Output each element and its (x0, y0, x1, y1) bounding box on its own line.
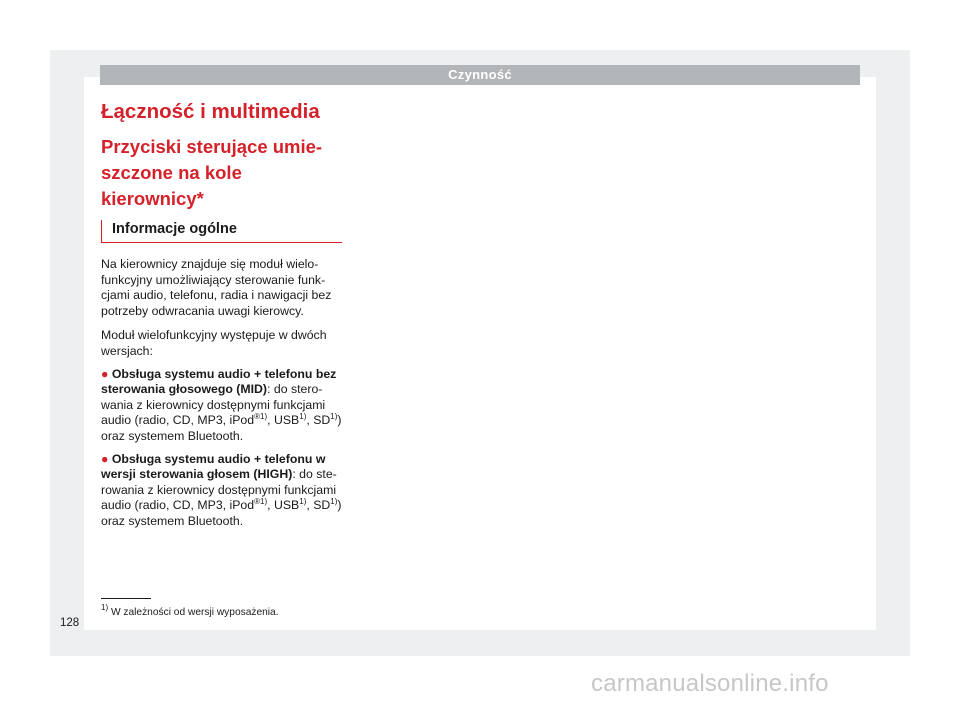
watermark: carmanualsonline.info (591, 670, 829, 697)
bullet-text: ) oraz systemem Bluetooth. (101, 413, 342, 443)
footnote-ref: ®1) (254, 412, 268, 422)
main-column (101, 98, 346, 530)
bullet-bold-text: Obsługa systemu audio + telefonu bez sterowania głosowego (MID) (101, 366, 337, 397)
footnote-mark: 1) (101, 603, 109, 612)
section-title-line-2: szczone na kole kierownicy* (101, 162, 242, 209)
bullet-text: , SD (306, 413, 331, 428)
subsection-title: Informacje ogólne (112, 221, 237, 237)
footnote-ref: ®1) (254, 497, 268, 507)
chapter-title: Łączność i multimedia (101, 100, 320, 123)
footnote-ref: 1) (299, 497, 307, 507)
bullet-text: : do ste-rowania z kierownicy dostępnymi funkcjami audio (radio, CD, MP3, iPod (101, 467, 337, 513)
paragraph-intro: Na kierownicy znajduje się moduł wielo-funkcyjny umożliwiający sterowanie funk-cjami audio, telefonu, radia i nawigacji bez potrzeby odwracania uwagi kierowcy. (101, 257, 332, 318)
bullet-icon: ● (101, 366, 109, 381)
bullet-text: , USB (267, 413, 300, 428)
bullet-text: ) oraz systemem Bluetooth. (101, 498, 342, 528)
section-title-line-1: Przyciski sterujące umie- (101, 136, 323, 157)
footnote (101, 603, 279, 619)
footnote-divider (101, 598, 151, 599)
footnote-ref: 1) (330, 497, 338, 507)
bullet-item-high (101, 452, 346, 530)
footnote-ref: 1) (330, 412, 338, 422)
header-bar: Czynność (100, 65, 860, 85)
bullet-icon: ● (101, 451, 109, 466)
bullet-bold-text: Obsługa systemu audio + telefonu w wersji sterowania głosem (HIGH) (101, 451, 326, 482)
bullet-text: : do stero-wania z kierownicy dostępnymi funkcjami audio (radio, CD, MP3, iPod (101, 382, 326, 428)
page-number: 128 (60, 617, 80, 629)
bullet-item-mid (101, 367, 346, 445)
paragraph-versions: Moduł wielofunkcyjny występuje w dwóch wersjach: (101, 328, 327, 358)
footnote-text: W zależności od wersji wyposażenia. (108, 607, 279, 618)
footnote-ref: 1) (299, 412, 307, 422)
bullet-text: , SD (306, 498, 331, 513)
bullet-text: , USB (267, 498, 300, 513)
section-title (101, 134, 346, 212)
subsection-heading (101, 220, 342, 243)
